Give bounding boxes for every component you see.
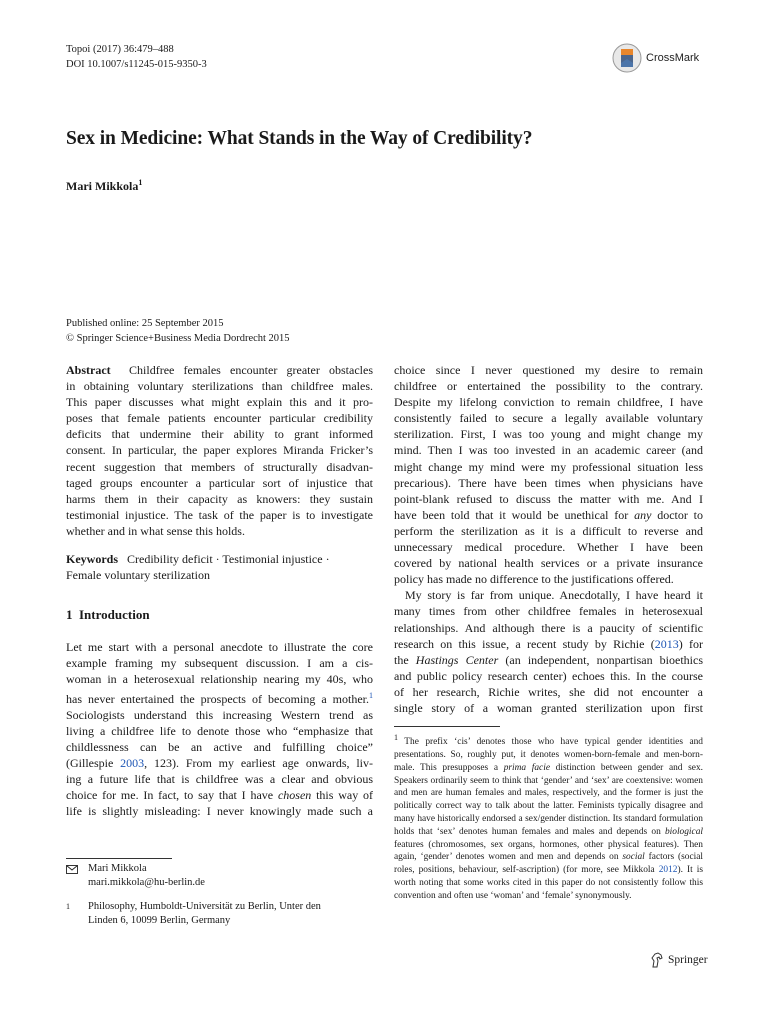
body-line: many times from other childfree females in heterosexual bbox=[394, 604, 703, 619]
contact-name: Mari Mikkola bbox=[88, 863, 147, 874]
intro-text: , 123). From my earliest age onwards, liv- bbox=[144, 755, 373, 770]
intro-text: (Gillespie bbox=[66, 755, 121, 770]
abstract bbox=[66, 362, 373, 539]
intro-paragraph bbox=[66, 639, 373, 819]
section-heading bbox=[66, 607, 373, 623]
citation-link[interactable]: 2012 bbox=[658, 865, 678, 876]
intro-line: Sociologists understand this increasing Western trend as bbox=[66, 707, 373, 722]
body-text: research on this issue, a recent study by Richie ( bbox=[394, 636, 655, 651]
abstract-line: testimonial injustice. The task of the paper is to investigate bbox=[66, 507, 373, 522]
abstract-line: in obtaining voluntary sterilizations than childfree males. bbox=[66, 379, 373, 394]
abstract-line: taged groups encounter a particular sort of injustice that bbox=[66, 475, 373, 490]
emphasis: social bbox=[622, 852, 645, 863]
footnote-text: factors (social roles, positions, behaviour, self-ascription) (for more, see Mikkola bbox=[394, 852, 704, 876]
footnote-rule bbox=[394, 726, 500, 727]
corresponding-author bbox=[66, 862, 205, 890]
abstract-line: consent. In particular, the paper explores Miranda Fricker’s bbox=[66, 443, 373, 458]
body-line bbox=[394, 507, 703, 523]
footnote-number: 1 bbox=[394, 733, 398, 742]
abstract-line: whether and in what sense this holds. bbox=[66, 523, 245, 538]
affiliation bbox=[66, 900, 321, 928]
abstract-line bbox=[66, 362, 373, 378]
body-line: relationships. And although there is a paucity of scientific bbox=[394, 620, 703, 635]
affiliation-line: Linden 6, 10099 Berlin, Germany bbox=[88, 915, 231, 926]
intro-line: life is slightly misleading: I never knowingly made such a bbox=[66, 804, 373, 819]
doi[interactable]: DOI 10.1007/s11245-015-9350-3 bbox=[66, 59, 207, 70]
emphasis: prima facie bbox=[503, 762, 550, 773]
intro-line bbox=[66, 787, 373, 803]
body-line: mind. Then I was too invested in an academic career (and bbox=[394, 443, 703, 458]
abstract-text: Childfree females encounter greater obstacles bbox=[129, 363, 373, 377]
intro-line: childlessness can be an active and fulfilling choice” bbox=[66, 739, 373, 754]
emphasis: chosen bbox=[277, 788, 312, 803]
intro-text: choice for me. In fact, to say that I have bbox=[66, 788, 274, 803]
author-name: Mari Mikkola bbox=[66, 179, 139, 193]
body-line bbox=[394, 636, 703, 652]
footnote-text: The prefix ‘cis’ denotes those who have typical gender identities and presentations. So, roughly put, it denotes women-born-female and men-born-male. This presupposes a bbox=[394, 737, 703, 773]
crossmark-badge[interactable] bbox=[612, 40, 712, 76]
body-text: doctor to bbox=[657, 507, 704, 522]
body-text: (an independent, nonpartisan bioethics bbox=[505, 652, 704, 667]
journal-meta bbox=[66, 42, 207, 72]
journal-citation: Topoi (2017) 36:479–488 bbox=[66, 44, 174, 55]
body-line: single story of a woman granted sterilization upon first bbox=[394, 700, 703, 715]
body-paragraph bbox=[394, 362, 703, 587]
body-line: covered by national health services or a private insurance bbox=[394, 556, 703, 571]
body-line: and public policy research center) echoes this. In the course bbox=[394, 668, 703, 683]
body-line: sterilization. First, I was too young and might change my bbox=[394, 427, 703, 442]
abstract-line: deficits that undermine their ability to grant informed bbox=[66, 427, 373, 442]
emphasis: Hastings Center bbox=[415, 652, 499, 667]
footnote-ref[interactable]: 1 bbox=[369, 690, 373, 700]
contact-name-row bbox=[66, 862, 205, 876]
footnote-text: ). It is worth noting that some works cited in this paper do not consistently follow this convention and often use ‘woman’ and ‘female’ synonymously. bbox=[394, 865, 703, 901]
author-line bbox=[66, 178, 142, 194]
abstract-line: harms them in their capacity as knowers: they sustain bbox=[66, 491, 373, 506]
publisher-logo bbox=[650, 952, 708, 968]
intro-text: has never entertained the prospects of becoming a mother. bbox=[66, 691, 369, 706]
body-line: precarious). There have been times when physicians have bbox=[394, 475, 703, 490]
section-number: 1 bbox=[66, 607, 73, 623]
body-line: My story is far from unique. Anecdotally, I have heard it bbox=[405, 588, 703, 603]
intro-line: Let me start with a personal anecdote to illustrate the core bbox=[66, 640, 373, 655]
intro-line: ing a future life that is childfree was a clear and obvious bbox=[66, 771, 373, 786]
affiliation-line: Philosophy, Humboldt-Universität zu Berlin, Unter den bbox=[88, 901, 321, 912]
abstract-heading: Abstract bbox=[66, 363, 111, 377]
footnote-1 bbox=[394, 732, 703, 902]
body-line: choice since I never questioned my desire to remain bbox=[394, 363, 703, 377]
crossmark-icon bbox=[612, 41, 642, 75]
body-line: might change my mind were my professional situation less bbox=[394, 459, 703, 474]
emphasis: any bbox=[634, 507, 652, 522]
body-text: the bbox=[394, 652, 409, 667]
author-affiliation-mark: 1 bbox=[138, 178, 143, 187]
abstract-line: This paper discusses what might explain this and it pro- bbox=[66, 395, 373, 410]
body-line: point-blank refused to discuss the matter with me. And I bbox=[394, 491, 703, 506]
footnote-text: features (chromosomes, sex organs, hormones, other physical features). Then again, ‘gender’ denotes women and men and depends on bbox=[394, 839, 703, 863]
contact-email[interactable]: mari.mikkola@hu-berlin.de bbox=[88, 877, 205, 888]
keywords-heading: Keywords bbox=[66, 552, 118, 567]
citation-link[interactable]: 2013 bbox=[654, 636, 679, 651]
affiliation-number: 1 bbox=[66, 902, 70, 911]
intro-line bbox=[66, 688, 373, 707]
body-text: ) for bbox=[678, 636, 703, 651]
footnote-rule bbox=[66, 858, 172, 859]
section-title: Introduction bbox=[79, 607, 150, 623]
publisher-name: Springer bbox=[668, 954, 708, 966]
copyright: © Springer Science+Business Media Dordrecht 2015 bbox=[66, 333, 290, 344]
published-date: Published online: 25 September 2015 bbox=[66, 318, 224, 329]
body-line: of her research, Richie writes, she did not encounter a bbox=[394, 684, 703, 699]
body-line: policy has made no difference to the justifications offered. bbox=[394, 572, 674, 587]
body-line: Despite my lifelong conviction to remain childfree, I have bbox=[394, 395, 703, 410]
citation-link[interactable]: 2003 bbox=[120, 755, 145, 770]
body-paragraph bbox=[394, 587, 703, 716]
abstract-line: poses that female patients encounter particular credibility bbox=[66, 411, 373, 426]
body-line: consistently failed to secure a legally available voluntary bbox=[394, 411, 703, 426]
footnote-text: distinction between gender and sex. Speakers ordinarily seem to think that ‘gender’ and ‘sex’ are coextensive: women and men are human females and males, respectively, and the former is just the politically correct way to talk about the latter. Feminists typically disagree and many have historically endorsed a sex/gender distinction. Its standard formulation holds that ‘sex’ denotes human females and males and depends on bbox=[394, 762, 703, 837]
keywords-text: Credibility deficit · Testimonial injustice · bbox=[127, 552, 330, 567]
affiliation-row bbox=[66, 900, 321, 928]
intro-text: this way of bbox=[316, 788, 374, 803]
publication-info bbox=[66, 316, 290, 346]
keywords-line bbox=[66, 551, 373, 567]
abstract-line: recent suggestion that members of structurally disadvan- bbox=[66, 459, 373, 474]
intro-line bbox=[66, 755, 373, 771]
intro-line: living a childfree life to denote those who “emphasize that bbox=[66, 723, 373, 738]
left-column bbox=[66, 362, 373, 819]
intro-line: woman in a heterosexual relationship nearing my 40s, who bbox=[66, 672, 373, 687]
body-line bbox=[394, 652, 703, 668]
intro-line: example framing my subsequent discussion. I am a cis- bbox=[66, 656, 373, 671]
body-line: childfree or entertained the possibility to the contrary. bbox=[394, 379, 703, 394]
right-column bbox=[394, 362, 703, 716]
keywords bbox=[66, 551, 373, 583]
emphasis: biological bbox=[664, 826, 703, 837]
body-text: have been told that it would be unethical for bbox=[394, 507, 629, 522]
springer-horse-icon bbox=[650, 952, 664, 968]
crossmark-label: CrossMark bbox=[646, 52, 700, 64]
envelope-icon bbox=[66, 865, 78, 874]
paper-title: Sex in Medicine: What Stands in the Way of Credibility? bbox=[66, 128, 533, 149]
keywords-line: Female voluntary sterilization bbox=[66, 568, 210, 583]
body-line: unnecessary medical procedure. Whether I have been bbox=[394, 540, 703, 555]
body-line: perform the sterilization as it is a difficult to reverse and bbox=[394, 523, 703, 538]
